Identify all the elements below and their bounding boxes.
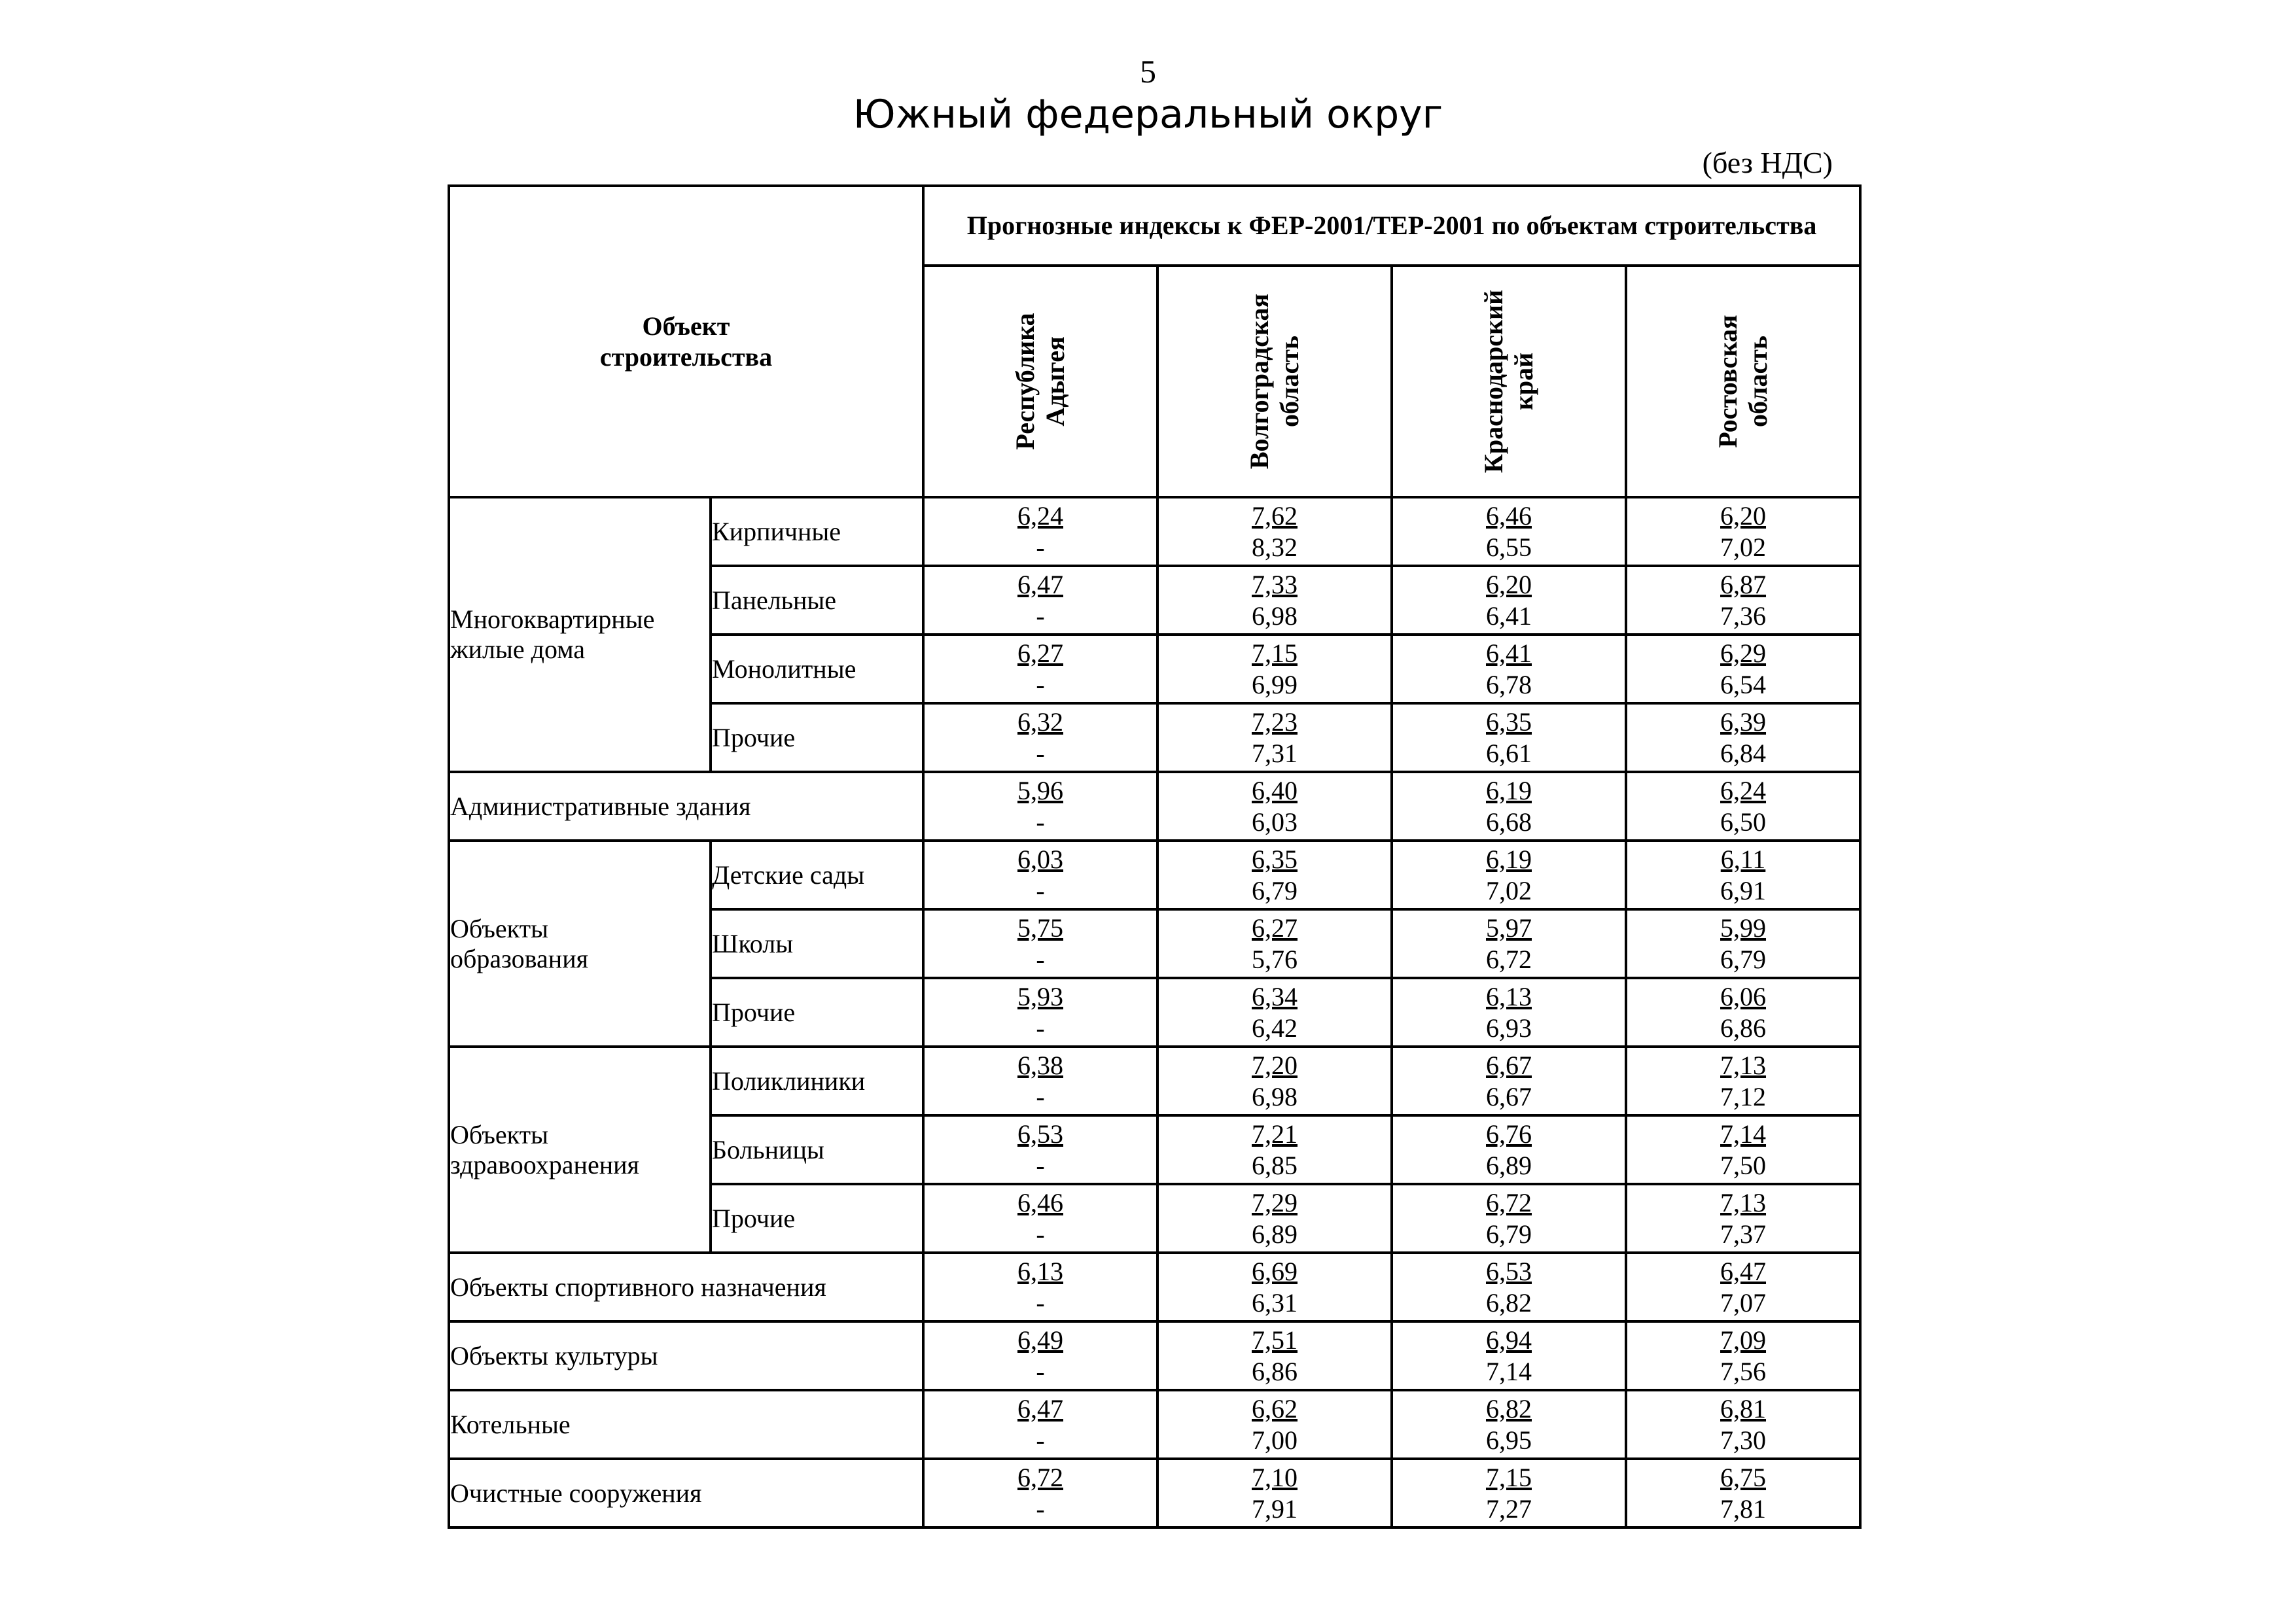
header-row-1 bbox=[449, 186, 1860, 266]
index-value-top: 6,72 bbox=[1017, 1462, 1063, 1492]
index-cell bbox=[923, 703, 1157, 772]
subcategory-cell: Монолитные bbox=[711, 635, 923, 703]
index-value-bottom: - bbox=[1036, 1013, 1045, 1043]
index-value-top: 7,10 bbox=[1252, 1462, 1298, 1492]
index-value-bottom: - bbox=[1036, 1425, 1045, 1455]
index-value-top: 6,82 bbox=[1486, 1393, 1532, 1423]
index-cell bbox=[1626, 1184, 1860, 1253]
index-value-bottom: 7,30 bbox=[1720, 1425, 1767, 1455]
index-value-bottom: 6,86 bbox=[1252, 1356, 1298, 1386]
index-value-top: 6,06 bbox=[1720, 981, 1767, 1011]
index-value-bottom: 6,68 bbox=[1486, 807, 1532, 837]
category-line1: Очистные сооружения bbox=[450, 1478, 702, 1508]
index-value-bottom: 6,79 bbox=[1486, 1219, 1532, 1249]
index-cell bbox=[1626, 909, 1860, 978]
subcategory-cell: Прочие bbox=[711, 703, 923, 772]
table-row bbox=[449, 841, 1860, 909]
index-cell bbox=[923, 1115, 1157, 1184]
index-value-bottom: 5,76 bbox=[1252, 944, 1298, 974]
index-cell bbox=[1157, 1321, 1392, 1390]
index-value-bottom: 6,91 bbox=[1720, 875, 1767, 905]
subcategory-cell: Прочие bbox=[711, 978, 923, 1047]
index-value-bottom: 6,61 bbox=[1486, 738, 1532, 768]
category-cell bbox=[449, 772, 923, 841]
subcategory-cell: Прочие bbox=[711, 1184, 923, 1253]
region-label-line1: Волгоградская bbox=[1245, 293, 1274, 470]
index-value-top: 6,03 bbox=[1017, 844, 1063, 874]
index-value-bottom: 6,98 bbox=[1252, 1081, 1298, 1111]
subcategory-cell: Кирпичные bbox=[711, 497, 923, 566]
subcategory-cell: Больницы bbox=[711, 1115, 923, 1184]
index-value-top: 6,47 bbox=[1720, 1256, 1767, 1286]
region-label-line2: Адыгея bbox=[1040, 336, 1070, 427]
index-cell bbox=[923, 1253, 1157, 1321]
index-cell bbox=[1392, 1047, 1626, 1115]
index-cell bbox=[1626, 1047, 1860, 1115]
category-line1: Объекты bbox=[450, 913, 548, 943]
index-value-top: 7,15 bbox=[1252, 638, 1298, 668]
index-value-bottom: - bbox=[1036, 1356, 1045, 1386]
index-value-bottom: 6,85 bbox=[1252, 1150, 1298, 1180]
index-cell bbox=[1157, 497, 1392, 566]
index-cell bbox=[1392, 841, 1626, 909]
index-cell bbox=[923, 497, 1157, 566]
index-cell bbox=[1392, 566, 1626, 635]
index-cell bbox=[1157, 978, 1392, 1047]
region-label bbox=[1713, 315, 1773, 447]
forecast-indices-header: Прогнозные индексы к ФЕР-2001/ТЕР-2001 по объектам строительства bbox=[923, 186, 1860, 266]
index-value-top: 6,24 bbox=[1017, 500, 1063, 531]
index-cell bbox=[1157, 1459, 1392, 1527]
index-value-bottom: 6,98 bbox=[1252, 601, 1298, 631]
table-row bbox=[449, 497, 1860, 566]
index-value-top: 6,35 bbox=[1252, 844, 1298, 874]
index-value-bottom: 6,55 bbox=[1486, 532, 1532, 562]
index-value-top: 7,21 bbox=[1252, 1119, 1298, 1149]
category-line2: образования bbox=[450, 943, 588, 973]
index-value-top: 6,38 bbox=[1017, 1050, 1063, 1080]
index-value-bottom: - bbox=[1036, 669, 1045, 699]
index-value-top: 6,47 bbox=[1017, 1393, 1063, 1423]
index-cell bbox=[923, 772, 1157, 841]
index-value-top: 6,53 bbox=[1486, 1256, 1532, 1286]
index-value-bottom: 6,67 bbox=[1486, 1081, 1532, 1111]
index-cell bbox=[1157, 1047, 1392, 1115]
index-value-top: 5,99 bbox=[1720, 913, 1767, 943]
index-value-bottom: 6,54 bbox=[1720, 669, 1767, 699]
index-value-bottom: - bbox=[1036, 532, 1045, 562]
index-value-bottom: 6,79 bbox=[1252, 875, 1298, 905]
index-value-top: 7,29 bbox=[1252, 1187, 1298, 1217]
region-header bbox=[923, 266, 1157, 497]
region-header bbox=[1626, 266, 1860, 497]
index-value-bottom: - bbox=[1036, 1081, 1045, 1111]
object-header bbox=[449, 186, 923, 497]
index-value-bottom: 6,31 bbox=[1252, 1287, 1298, 1318]
table-row bbox=[449, 1459, 1860, 1527]
table-body bbox=[449, 497, 1860, 1527]
index-value-bottom: 7,00 bbox=[1252, 1425, 1298, 1455]
index-cell bbox=[1626, 978, 1860, 1047]
index-value-top: 6,27 bbox=[1252, 913, 1298, 943]
category-line2: жилые дома bbox=[450, 635, 586, 664]
index-cell bbox=[923, 635, 1157, 703]
object-header-line2: строительства bbox=[599, 342, 773, 372]
index-value-top: 6,13 bbox=[1017, 1256, 1063, 1286]
index-value-top: 7,09 bbox=[1720, 1325, 1767, 1355]
index-value-bottom: 6,99 bbox=[1252, 669, 1298, 699]
index-value-top: 5,96 bbox=[1017, 775, 1063, 805]
subcategory-cell: Школы bbox=[711, 909, 923, 978]
page-title: Южный федеральный округ bbox=[853, 92, 1443, 137]
category-line2: здравоохранения bbox=[450, 1149, 639, 1179]
index-value-bottom: 6,79 bbox=[1720, 944, 1767, 974]
index-value-top: 6,32 bbox=[1017, 707, 1063, 737]
index-value-top: 6,81 bbox=[1720, 1393, 1767, 1423]
price-index-table bbox=[448, 184, 1862, 1529]
table-row bbox=[449, 772, 1860, 841]
index-value-bottom: 6,03 bbox=[1252, 807, 1298, 837]
index-value-bottom: 7,14 bbox=[1486, 1356, 1532, 1386]
index-cell bbox=[1392, 635, 1626, 703]
index-value-bottom: 7,31 bbox=[1252, 738, 1298, 768]
index-cell bbox=[923, 1321, 1157, 1390]
table-row bbox=[449, 1321, 1860, 1390]
category-cell bbox=[449, 841, 711, 1047]
index-cell bbox=[1626, 703, 1860, 772]
subcategory-cell: Поликлиники bbox=[711, 1047, 923, 1115]
index-cell bbox=[1392, 909, 1626, 978]
index-cell bbox=[923, 566, 1157, 635]
index-value-bottom: - bbox=[1036, 738, 1045, 768]
category-line1: Объекты bbox=[450, 1119, 548, 1149]
index-value-bottom: 7,50 bbox=[1720, 1150, 1767, 1180]
index-value-top: 5,75 bbox=[1017, 913, 1063, 943]
index-value-top: 6,41 bbox=[1486, 638, 1532, 668]
subcategory-cell: Панельные bbox=[711, 566, 923, 635]
index-cell bbox=[1392, 1253, 1626, 1321]
index-cell bbox=[1626, 772, 1860, 841]
index-value-bottom: 7,07 bbox=[1720, 1287, 1767, 1318]
index-cell bbox=[1157, 1115, 1392, 1184]
index-value-top: 7,20 bbox=[1252, 1050, 1298, 1080]
index-value-bottom: - bbox=[1036, 1219, 1045, 1249]
index-cell bbox=[923, 841, 1157, 909]
index-cell bbox=[923, 1047, 1157, 1115]
index-value-bottom: 6,89 bbox=[1486, 1150, 1532, 1180]
index-value-top: 6,53 bbox=[1017, 1119, 1063, 1149]
index-cell bbox=[1626, 635, 1860, 703]
index-value-bottom: 7,12 bbox=[1720, 1081, 1767, 1111]
index-cell bbox=[1157, 1390, 1392, 1459]
index-cell bbox=[1626, 841, 1860, 909]
category-cell bbox=[449, 1390, 923, 1459]
index-value-bottom: - bbox=[1036, 1287, 1045, 1318]
index-value-top: 7,23 bbox=[1252, 707, 1298, 737]
subcategory-cell: Детские сады bbox=[711, 841, 923, 909]
index-value-top: 6,94 bbox=[1486, 1325, 1532, 1355]
index-cell bbox=[923, 1184, 1157, 1253]
index-value-top: 5,97 bbox=[1486, 913, 1532, 943]
region-label-line1: Ростовская bbox=[1713, 315, 1743, 448]
category-line1: Объекты спортивного назначения bbox=[450, 1272, 826, 1302]
index-value-top: 6,35 bbox=[1486, 707, 1532, 737]
index-value-top: 6,72 bbox=[1486, 1187, 1532, 1217]
index-value-top: 7,14 bbox=[1720, 1119, 1767, 1149]
index-value-bottom: 7,37 bbox=[1720, 1219, 1767, 1249]
index-cell bbox=[1626, 1459, 1860, 1527]
index-value-top: 7,33 bbox=[1252, 569, 1298, 599]
region-label bbox=[1245, 294, 1305, 469]
index-value-bottom: 6,42 bbox=[1252, 1013, 1298, 1043]
table-row bbox=[449, 1047, 1860, 1115]
index-value-top: 6,11 bbox=[1720, 844, 1766, 874]
index-value-top: 7,62 bbox=[1252, 500, 1298, 531]
index-value-top: 6,20 bbox=[1486, 569, 1532, 599]
region-label-line1: Республика bbox=[1010, 313, 1040, 450]
index-value-top: 6,39 bbox=[1720, 707, 1767, 737]
index-cell bbox=[1626, 1253, 1860, 1321]
region-label-line2: край bbox=[1509, 352, 1538, 411]
index-cell bbox=[1392, 1321, 1626, 1390]
index-cell bbox=[1392, 1184, 1626, 1253]
index-value-top: 6,47 bbox=[1017, 569, 1063, 599]
index-value-bottom: 7,02 bbox=[1486, 875, 1532, 905]
index-value-bottom: 6,72 bbox=[1486, 944, 1532, 974]
category-cell bbox=[449, 1253, 923, 1321]
region-label bbox=[1479, 290, 1539, 473]
index-value-top: 6,49 bbox=[1017, 1325, 1063, 1355]
index-cell bbox=[923, 978, 1157, 1047]
index-cell bbox=[1392, 772, 1626, 841]
region-header bbox=[1392, 266, 1626, 497]
index-value-top: 6,19 bbox=[1486, 844, 1532, 874]
index-value-top: 6,34 bbox=[1252, 981, 1298, 1011]
index-cell bbox=[1392, 497, 1626, 566]
region-label-line1: Краснодарский bbox=[1479, 289, 1508, 474]
index-value-top: 7,13 bbox=[1720, 1187, 1767, 1217]
index-cell bbox=[1626, 1390, 1860, 1459]
index-value-bottom: 7,27 bbox=[1486, 1493, 1532, 1524]
index-value-bottom: 6,82 bbox=[1486, 1287, 1532, 1318]
index-cell bbox=[1392, 1459, 1626, 1527]
index-value-bottom: 6,41 bbox=[1486, 601, 1532, 631]
index-value-bottom: 7,56 bbox=[1720, 1356, 1767, 1386]
index-value-top: 6,29 bbox=[1720, 638, 1767, 668]
index-value-bottom: 6,95 bbox=[1486, 1425, 1532, 1455]
category-line1: Административные здания bbox=[450, 791, 751, 821]
index-cell bbox=[1626, 1321, 1860, 1390]
category-line1: Многоквартирные bbox=[450, 604, 655, 634]
index-value-bottom: 8,32 bbox=[1252, 532, 1298, 562]
region-label-line2: область bbox=[1743, 336, 1773, 427]
category-line1: Котельные bbox=[450, 1409, 571, 1439]
index-cell bbox=[1157, 566, 1392, 635]
index-value-bottom: 6,93 bbox=[1486, 1013, 1532, 1043]
index-cell bbox=[1157, 909, 1392, 978]
index-cell bbox=[1392, 978, 1626, 1047]
index-cell bbox=[1157, 703, 1392, 772]
index-value-bottom: 6,89 bbox=[1252, 1219, 1298, 1249]
index-value-bottom: - bbox=[1036, 1493, 1045, 1524]
index-value-bottom: 7,81 bbox=[1720, 1493, 1767, 1524]
index-value-bottom: - bbox=[1036, 807, 1045, 837]
index-cell bbox=[923, 909, 1157, 978]
table-row bbox=[449, 1390, 1860, 1459]
index-cell bbox=[1157, 1253, 1392, 1321]
category-cell bbox=[449, 1459, 923, 1527]
index-cell bbox=[923, 1459, 1157, 1527]
index-cell bbox=[1157, 841, 1392, 909]
index-cell bbox=[923, 1390, 1157, 1459]
index-value-top: 6,87 bbox=[1720, 569, 1767, 599]
index-value-top: 6,27 bbox=[1017, 638, 1063, 668]
index-cell bbox=[1392, 1115, 1626, 1184]
index-cell bbox=[1157, 635, 1392, 703]
index-value-top: 7,13 bbox=[1720, 1050, 1767, 1080]
index-value-top: 6,40 bbox=[1252, 775, 1298, 805]
index-value-top: 5,93 bbox=[1017, 981, 1063, 1011]
category-line1: Объекты культуры bbox=[450, 1340, 658, 1370]
index-value-bottom: 6,86 bbox=[1720, 1013, 1767, 1043]
index-value-bottom: - bbox=[1036, 1150, 1045, 1180]
index-value-top: 6,13 bbox=[1486, 981, 1532, 1011]
index-cell bbox=[1392, 1390, 1626, 1459]
region-label-line2: область bbox=[1275, 336, 1304, 427]
index-value-bottom: - bbox=[1036, 944, 1045, 974]
index-value-bottom: 6,50 bbox=[1720, 807, 1767, 837]
index-value-bottom: - bbox=[1036, 875, 1045, 905]
index-value-bottom: - bbox=[1036, 601, 1045, 631]
index-value-top: 6,46 bbox=[1017, 1187, 1063, 1217]
page-number: 5 bbox=[1140, 53, 1156, 90]
index-value-bottom: 7,02 bbox=[1720, 532, 1767, 562]
index-value-top: 6,24 bbox=[1720, 775, 1767, 805]
region-label bbox=[1010, 313, 1070, 449]
index-cell bbox=[1626, 566, 1860, 635]
index-value-top: 6,46 bbox=[1486, 500, 1532, 531]
index-value-top: 7,15 bbox=[1486, 1462, 1532, 1492]
table-row bbox=[449, 1253, 1860, 1321]
index-value-top: 6,67 bbox=[1486, 1050, 1532, 1080]
index-value-top: 6,76 bbox=[1486, 1119, 1532, 1149]
index-cell bbox=[1626, 497, 1860, 566]
region-header bbox=[1157, 266, 1392, 497]
index-cell bbox=[1157, 772, 1392, 841]
index-value-bottom: 6,78 bbox=[1486, 669, 1532, 699]
index-value-top: 6,62 bbox=[1252, 1393, 1298, 1423]
object-header-line1: Объект bbox=[642, 311, 730, 341]
index-cell bbox=[1392, 703, 1626, 772]
vat-note: (без НДС) bbox=[1702, 146, 1833, 179]
index-value-bottom: 7,36 bbox=[1720, 601, 1767, 631]
index-cell bbox=[1626, 1115, 1860, 1184]
index-value-top: 7,51 bbox=[1252, 1325, 1298, 1355]
index-value-bottom: 6,84 bbox=[1720, 738, 1767, 768]
category-cell bbox=[449, 1047, 711, 1253]
index-cell bbox=[1157, 1184, 1392, 1253]
index-value-top: 6,20 bbox=[1720, 500, 1767, 531]
category-cell bbox=[449, 497, 711, 772]
index-value-bottom: 7,91 bbox=[1252, 1493, 1298, 1524]
index-value-top: 6,69 bbox=[1252, 1256, 1298, 1286]
index-value-top: 6,75 bbox=[1720, 1462, 1767, 1492]
index-value-top: 6,19 bbox=[1486, 775, 1532, 805]
category-cell bbox=[449, 1321, 923, 1390]
